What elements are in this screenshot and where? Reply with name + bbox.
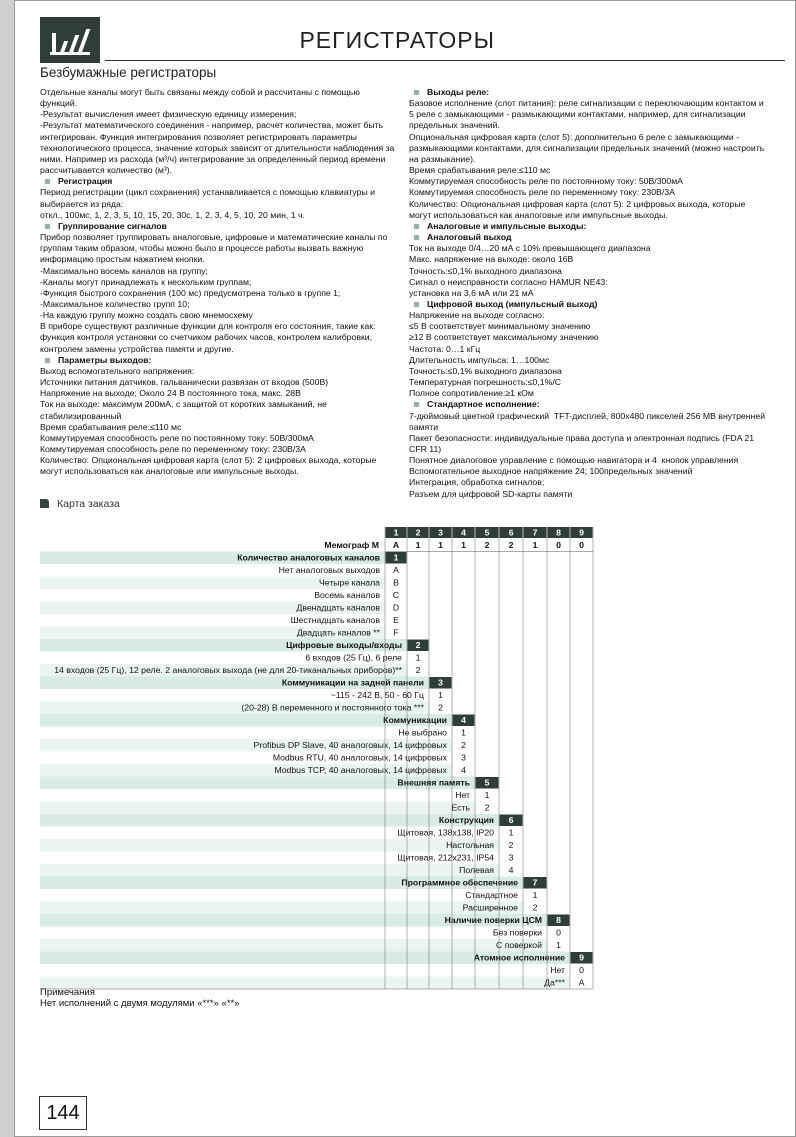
option-label: Двенадцать каналов [296, 602, 380, 613]
column-number: 7 [532, 527, 538, 538]
option-label: Расширенное [462, 902, 518, 913]
option-code: A [393, 565, 399, 575]
catalog-page [14, 0, 796, 1137]
paragraph: Коммутируемая способность реле по постоянному току: 50В/300мА [40, 432, 314, 443]
group-title: Коммуникации [383, 715, 447, 725]
option-code: F [393, 627, 399, 638]
code-value: 1 [461, 539, 466, 550]
option-label: Шестнадцать каналов [290, 615, 380, 625]
page-title: РЕГИСТРАТОРЫ [299, 27, 495, 53]
option-code: 1 [415, 652, 421, 663]
option-label: С поверкой [496, 940, 542, 950]
option-code: 4 [508, 865, 514, 875]
paragraph: Количество: Опциональная цифровая карта (слот 5): 2 цифровых выхода, которые могут использоваться как аналоговые или импульсные выходы. [40, 455, 379, 477]
option-label: Нет [455, 790, 470, 800]
option-label: Четыре канала [319, 577, 380, 588]
option-label: Без поверки [492, 927, 542, 938]
column-number: 3 [438, 527, 443, 538]
group-number: 6 [508, 815, 514, 825]
paragraph: ≤5 В соответствует минимальному значению [409, 321, 591, 332]
notes-title: Примечания [40, 987, 95, 998]
paragraph: Понятное диалоговое управление с помощью навигатора и 4 кнопок управления [409, 455, 739, 466]
option-code: 2 [461, 740, 466, 750]
paragraph: Время срабатывания реле:≤110 мс [40, 421, 182, 432]
option-label: Щитовая, 212х231, IP54 [397, 852, 494, 863]
option-code: D [392, 602, 400, 613]
option-code: 3 [461, 752, 466, 763]
paragraph: Частота: 0…1 кГц [409, 343, 481, 354]
paragraph: Ток на выходе 0/4…20 мА с 10% превышающего диапазона [409, 243, 651, 254]
option-code: 1 [484, 790, 490, 800]
paragraph: Напряжение на выходе; Около 24 В постоянного тока, макс. 28В [40, 388, 301, 399]
group-number: 9 [579, 952, 584, 963]
option-code: 1 [532, 890, 538, 900]
code-value: 2 [484, 539, 490, 550]
option-band [40, 802, 475, 815]
code-value: 1 [415, 539, 421, 550]
option-label: Нет аналоговых выходов [278, 565, 380, 575]
option-code: 1 [461, 727, 466, 738]
option-code: 1 [438, 690, 443, 700]
option-band [40, 939, 547, 952]
paragraph: -Результат вычисления имеет физическую единицу измерения; [40, 109, 297, 120]
option-code: 0 [579, 965, 584, 975]
paragraph: -На каждую группу можно создать свою мнемосхему [40, 310, 253, 321]
group-number: 2 [415, 640, 421, 650]
option-label: Profibus DP Slave, 40 аналоговых, 14 цифровых [253, 740, 447, 750]
group-title: Программное обеспечение [401, 877, 518, 888]
option-code: 2 [508, 840, 514, 850]
option-code: 0 [556, 927, 561, 938]
paragraph: установка на 3,6 мА или 21 мА [409, 287, 534, 298]
option-label: 6 входов (25 Гц), 6 реле [305, 652, 402, 663]
paragraph: Время срабатывания реле:≤110 мс [409, 165, 551, 176]
option-code: B [393, 577, 399, 588]
option-label: Полевая [459, 865, 494, 875]
paragraph: Период регистрации (цикл сохранения) устанавливается с помощью клавиатуры и выбирается из ряда: [40, 187, 378, 209]
paragraph: -Максимальное количество групп 10; [40, 298, 190, 309]
column-number: 6 [508, 527, 514, 538]
paragraph: Прибор позволяет группировать аналоговые, цифровые и математические каналы по группам таким образом, чтобы можно было в процессе работы вызвать важную информацию простым нажатием кнопки. [40, 232, 390, 265]
group-number: 7 [532, 877, 538, 888]
group-number: 8 [556, 915, 561, 925]
option-code: E [393, 615, 399, 625]
paragraph: Напряжение на выходе согласно: [409, 310, 545, 321]
paragraph: откл., 100мс, 1, 2, 3, 5, 10, 15, 20, 30с, 1, 2, 3, 4, 5, 10, 20 мин, 1 ч. [40, 209, 305, 220]
option-band [40, 864, 499, 877]
option-code: 1 [556, 940, 561, 950]
group-number: 3 [438, 677, 443, 688]
code-value: 0 [556, 539, 561, 550]
group-number: 4 [461, 715, 466, 725]
column-number: 9 [579, 527, 584, 538]
paragraph: Отдельные каналы могут быть связаны между собой и рассчитаны с помощью функций. [40, 87, 363, 109]
paragraph: Сигнал о неисправности согласно HAMUR NE43: [409, 276, 608, 287]
paragraph: ≥12 В соответствует максимальному значению [409, 332, 599, 343]
option-code: 3 [508, 852, 514, 863]
section-heading: Аналоговые и импульсные выходы: [409, 221, 769, 232]
option-code: 4 [461, 765, 466, 775]
section-heading: Аналоговый выход [409, 232, 769, 243]
option-code: C [392, 590, 400, 600]
option-label: ~115 - 242 В, 50 - 60 Гц [330, 690, 424, 700]
paragraph: Разъем для цифровой SD-карты памяти [409, 488, 573, 499]
option-label: Не выбрано [398, 727, 447, 738]
paragraph: Длительность импульса: 1…100мс [409, 354, 550, 365]
paragraph: В приборе существуют различные функции для контроля его состояния, такие как: функция контроля установки со счетчиком рабочих часов, контролем калибровки, контролем замены устройства памяти и другие. [40, 321, 378, 354]
section-heading: Цифровой выход (импульсный выход) [409, 299, 769, 310]
option-code: 2 [415, 665, 421, 675]
option-label: Modbus TCP, 40 аналоговых, 14 цифровых [274, 765, 447, 775]
group-title: Внешняя память [397, 777, 470, 788]
paragraph: Опциональная цифровая карта (слот 5): дополнительно 6 реле с замыкающими - размыкающими контактами, для сигнализации предельных значений (можно настроить на размыкание). [409, 131, 767, 164]
option-label: Восемь каналов [314, 590, 380, 600]
paragraph: Температурная погрешность:≤0,1%/С [409, 377, 562, 388]
column-number: 1 [393, 527, 399, 538]
column-number: 5 [484, 527, 490, 538]
option-label: 14 входов (25 Гц), 12 реле. 2 аналоговых выхода (не для 20-тиканальных приборов)** [54, 665, 402, 675]
paragraph: Базовое исполнение (слот питания): реле сигнализации с переключающим контактом и 5 реле с замыкающими - размыкающими контактами, например, для сигнализации предельных значений. [409, 98, 767, 131]
option-label: (20-28) В переменного и постоянного тока *** [241, 702, 424, 713]
option-code: 2 [532, 902, 538, 913]
paragraph: 7-дюймовый цветной графический TFT-дисплей, 800х480 пикселей 256 МВ внутренней памяти [409, 410, 768, 432]
group-title: Коммуникации на задней панели [281, 677, 424, 688]
paragraph: -Каналы могут принадлежать к нескольким группам; [40, 276, 252, 287]
group-title: Цифровые выходы/входы [286, 640, 402, 650]
order-code-table [15, 1, 795, 1001]
option-code: 1 [508, 827, 514, 838]
page-number: 144 [39, 1096, 87, 1130]
group-title: Конструкция [438, 815, 494, 825]
paragraph: Ток на выходе: максимум 200мА, с защитой от коротких замыканий, не стабилизированный [40, 399, 330, 421]
option-band [40, 902, 523, 915]
option-code: 2 [438, 702, 443, 713]
notes [40, 987, 240, 1009]
paragraph: Коммутируемая способность реле по переменному току: 230В/3А [409, 187, 675, 198]
option-code: 2 [484, 802, 490, 813]
section-heading: Параметры выходов: [40, 355, 396, 366]
paragraph: -Функция быстрого сохранения (100 мс) предусмотрена только в группе 1; [40, 287, 341, 298]
column-number: 8 [556, 527, 561, 538]
group-number: 5 [484, 777, 490, 788]
section-heading: Стандартное исполнение: [409, 399, 769, 410]
section-heading: Группирование сигналов [40, 221, 396, 232]
code-value: 0 [579, 539, 584, 550]
paragraph: Интеграция, обработка сигналов; [409, 477, 545, 488]
section-heading: Регистрация [40, 176, 396, 187]
column-number: 4 [461, 527, 466, 538]
section-heading: Выходы реле: [409, 87, 769, 98]
option-label: Modbus RTU, 40 аналоговых, 14 цифровых [272, 752, 447, 763]
group-header-band [40, 814, 499, 827]
paragraph: Вспомогательное выходное напряжение 24; 100предельных значений [409, 466, 693, 477]
paragraph: Точность:≤0,1% выходного диапазона [409, 365, 562, 376]
option-label: Да*** [544, 977, 565, 988]
option-band [40, 839, 499, 852]
paragraph: Выход вспомогательного напряжения: [40, 365, 195, 376]
group-title: Количество аналоговых каналов [237, 552, 380, 563]
group-number: 1 [393, 552, 399, 563]
paragraph: Коммутируемая способность реле по переменному току: 230В/3А [40, 444, 306, 454]
code-value: 1 [532, 539, 538, 550]
option-label: Стандартное [465, 890, 518, 900]
order-card-title: Карта заказа [57, 498, 120, 510]
paragraph: Полное сопротивление:≥1 кОм [409, 388, 534, 399]
group-title: Наличие поверки ЦСМ [444, 915, 542, 925]
paragraph: Коммутируемая способность реле по постоянному току: 50В/300мА [409, 176, 683, 187]
notes-text: Нет исполнений с двумя модулями «***» «**» [40, 998, 240, 1009]
model-label: Мемограф М [324, 539, 379, 550]
paragraph: Количество: Опциональная цифровая карта (слот 5): 2 цифровых выхода, которые могут использоваться как аналоговые или импульсные выходы. [409, 198, 748, 220]
paragraph: Точность:≤0,1% выходного диапазона [409, 265, 562, 276]
option-label: Есть [451, 802, 470, 813]
paragraph: Макс. напряжение на выходе: около 16В [409, 254, 574, 265]
code-value: 1 [438, 539, 443, 550]
group-title: Атомное исполнение [473, 952, 565, 963]
column-number: 2 [415, 527, 421, 538]
option-label: Двадцать каналов ** [296, 627, 380, 638]
paragraph: -Результат математического соединения - например, расчет количества, может быть интегрирован. Функция интегрирования позволяет регистрировать параметры технологического процесса, значение которых зависит от длительности наблюдения за ними. Например из расхода (м³/ч) интегрирование за определенный период времени рассчитывается количество (м³). [40, 120, 397, 176]
code-value: A [392, 539, 400, 550]
code-value: 2 [508, 539, 514, 550]
paragraph: -Максимально восемь каналов на группу; [40, 265, 208, 276]
paragraph: Пакет безопасности: индивидуальные права доступа и электронная подпись (FDA 21 CFR 11) [409, 432, 757, 454]
option-label: Настольная [446, 840, 494, 850]
option-code: A [578, 977, 585, 988]
page-subtitle: Безбумажные регистраторы [40, 65, 217, 80]
paragraph: Источники питания датчиков, гальванически развязан от входов (500В) [40, 377, 329, 388]
option-label: Щитовая, 138х138, IP20 [397, 827, 494, 838]
option-label: Нет [550, 965, 565, 975]
